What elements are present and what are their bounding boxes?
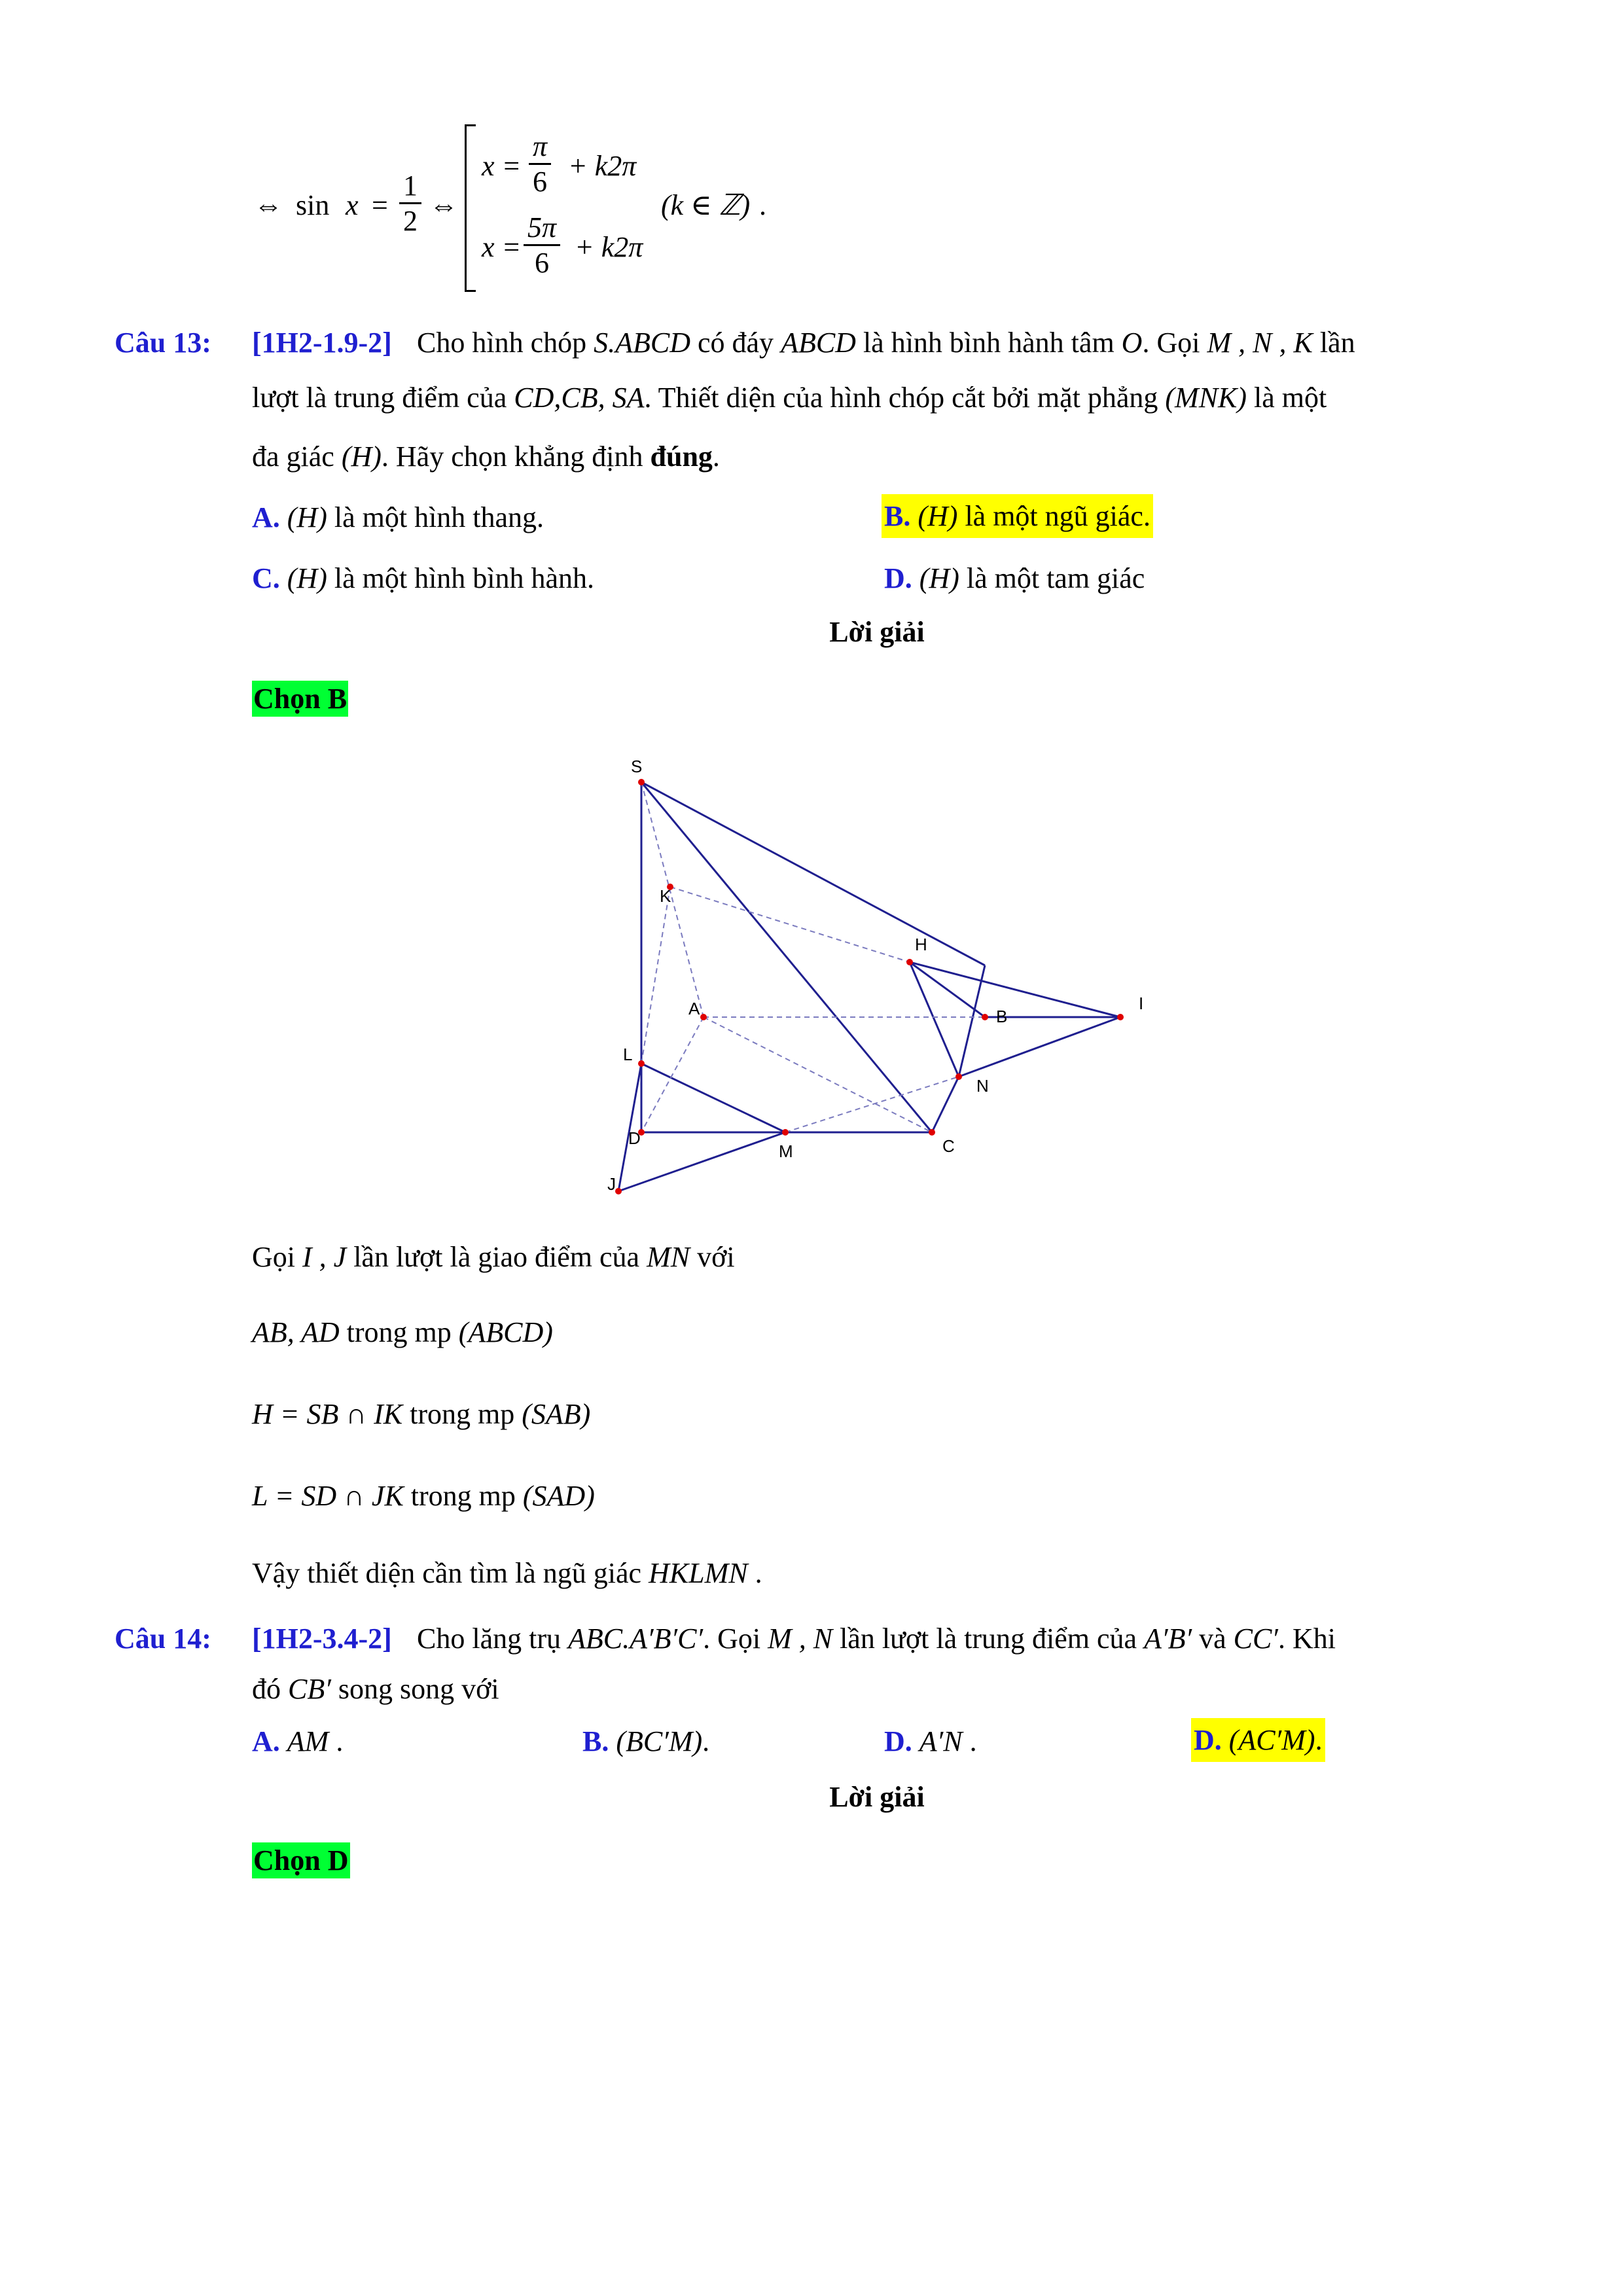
q13-sol-line2: AB, AD trong mp (ABCD) [252, 1316, 553, 1348]
label-L: L [623, 1045, 633, 1064]
edge-SC [641, 782, 932, 1132]
case2-rest: + k2π [575, 231, 643, 263]
k-condition: (k ∈ ℤ) [661, 189, 751, 221]
edge-CN [932, 1077, 959, 1132]
var-x: x [346, 189, 359, 221]
label-J: J [607, 1174, 616, 1194]
edge-SA [641, 782, 704, 1017]
q13-line2: lượt là trung điểm của CD,CB, SA. Thiết diện của hình chóp cắt bởi mặt phẳng (MNK) là một [252, 382, 1327, 414]
label-I: I [1139, 994, 1144, 1013]
q14-option-d[interactable]: D. (AC′M). [1191, 1718, 1325, 1762]
q13-choice: Chọn B [252, 681, 348, 717]
case1-lhs: x = [482, 150, 522, 182]
q13-option-a[interactable]: A. (H) là một hình thang. [252, 501, 544, 533]
edge-KH [670, 887, 910, 962]
q13-option-c[interactable]: C. (H) là một hình bình hành. [252, 562, 595, 594]
q13-line3: đa giác (H). Hãy chọn khẳng định đúng. [252, 440, 720, 473]
edge-AC [704, 1017, 932, 1132]
iff-symbol: ⇔ [254, 189, 283, 221]
fraction-half: $\frac{1}{2}$ [399, 169, 421, 238]
q14-line1: Cho lăng trụ ABC.A′B′C′. Gọi M , N lần lượt là trung điểm của A′B′ và CC′. Khi [417, 1623, 1336, 1655]
edge-NI [959, 1017, 1120, 1077]
edge-JM [618, 1132, 785, 1191]
label-H: H [915, 935, 927, 954]
case2-fraction: $\frac{5\pi}{6}$ [524, 211, 560, 279]
q13-line1: Cho hình chóp S.ABCD có đáy ABCD là hình bình hành tâm O. Gọi M , N , K lần [417, 327, 1355, 359]
top-equation [254, 118, 843, 301]
edge-HI [910, 962, 1120, 1017]
q14-solution-title: Lời giải [829, 1781, 925, 1813]
q13-sol-line4: L = SD ∩ JK trong mp (SAD) [252, 1480, 595, 1512]
label-C: C [942, 1136, 955, 1156]
edge-MN [785, 1077, 959, 1132]
edge-LJ [618, 1064, 641, 1191]
q13-sol-line3: H = SB ∩ IK trong mp (SAB) [252, 1398, 591, 1430]
label-A: A [688, 999, 700, 1018]
q13-option-d[interactable]: D. (H) là một tam giác [884, 562, 1145, 594]
edge-LM [641, 1064, 785, 1132]
edge-KL [641, 887, 670, 1064]
q14-label: Câu 14: [115, 1623, 211, 1655]
q13-tag: [1H2-1.9-2] [252, 327, 392, 359]
q13-sol-line5: Vậy thiết diện cần tìm là ngũ giác HKLMN . [252, 1557, 762, 1589]
edge-AD [641, 1017, 704, 1132]
edge-NB [959, 965, 985, 1077]
case1-rest: + k2π [568, 150, 637, 182]
q14-line2: đó CB′ song song với [252, 1673, 499, 1705]
label-N: N [976, 1076, 989, 1096]
q14-option-c[interactable]: D. A′N . [884, 1725, 977, 1757]
q13-label: Câu 13: [115, 327, 211, 359]
q13-option-b[interactable]: B. (H) là một ngũ giác. [882, 494, 1153, 538]
q14-choice: Chọn D [252, 1842, 350, 1878]
q14-tag: [1H2-3.4-2] [252, 1623, 392, 1655]
q14-option-b[interactable]: B. (BC′M). [582, 1725, 710, 1757]
edge-SB [641, 782, 985, 965]
case1-fraction: $\frac{\pi}{6}$ [529, 130, 551, 198]
q13-solution-title: Lời giải [829, 616, 925, 648]
pyramid-figure [589, 753, 1165, 1224]
case2-lhs: x = [482, 231, 522, 263]
label-S: S [631, 757, 643, 776]
eq-period: . [759, 189, 766, 221]
label-B: B [996, 1007, 1008, 1026]
equals: = [372, 189, 388, 221]
label-K: K [660, 886, 671, 906]
system-bracket [465, 124, 476, 292]
label-D: D [628, 1128, 641, 1148]
q13-sol-line1: Gọi I , J lần lượt là giao điểm của MN với [252, 1241, 735, 1273]
label-M: M [779, 1141, 793, 1161]
q14-option-a[interactable]: A. AM . [252, 1725, 344, 1757]
sin-text: sin [296, 189, 330, 221]
iff-symbol-2: ⇔ [429, 189, 458, 221]
